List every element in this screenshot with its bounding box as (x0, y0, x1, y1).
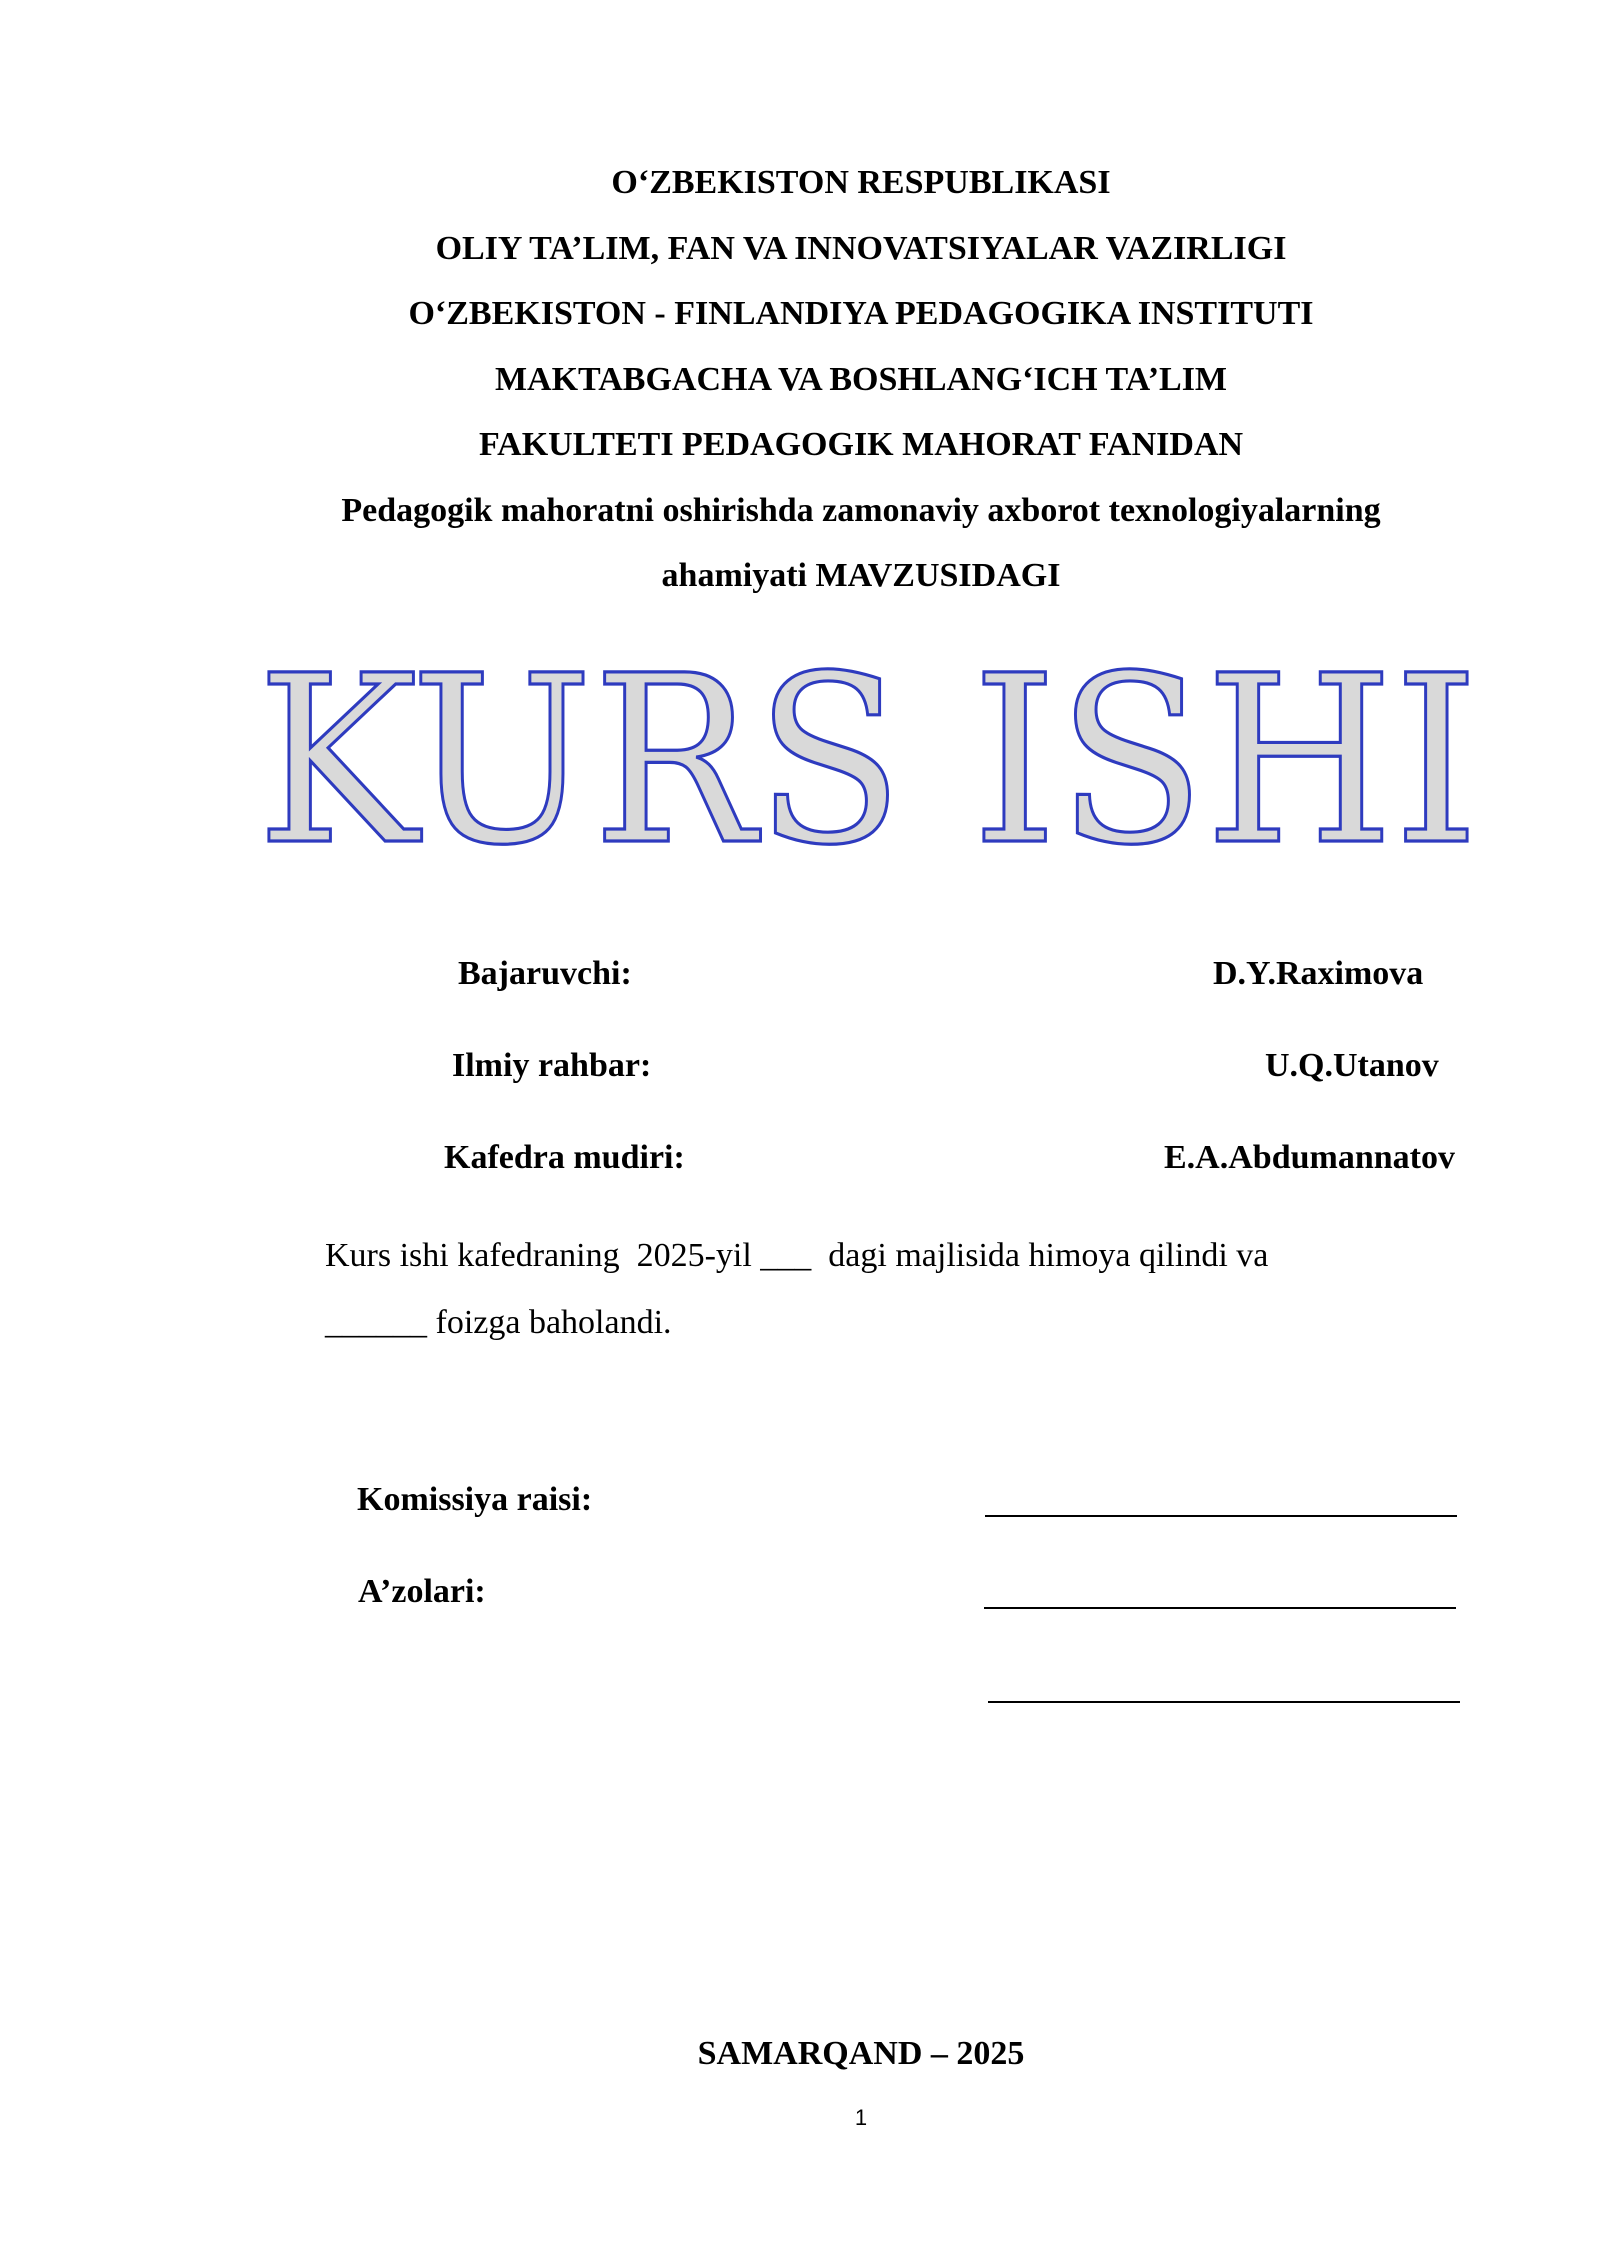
advisor-name: U.Q.Utanov (1265, 1047, 1439, 1084)
course-work-title-svg (248, 645, 1488, 855)
header-line-faculty: MAKTABGACHA VA BOSHLANG‘ICH TA’LIM (494, 360, 1228, 398)
header-line-topic-end: ahamiyati MAVZUSIDAGI (661, 557, 1061, 594)
executor-name: D.Y.Raximova (1213, 955, 1424, 992)
defense-line-1: Kurs ishi kafedraning 2025-yil ___ dagi majlisida himoya qilindi va (325, 1237, 1269, 1274)
header-line-institute: O‘ZBEKISTON - FINLANDIYA PEDAGOGIKA INSTITUTI (408, 295, 1314, 332)
defense-paragraph (325, 1222, 1445, 1356)
header-line-ministry: OLIY TA’LIM, FAN VA INNOVATSIYALAR VAZIRLIGI (435, 229, 1287, 267)
course-work-title (248, 645, 1488, 855)
commission-members-label: A’zolari: (358, 1573, 486, 1610)
executor-label: Bajaruvchi: (458, 955, 632, 992)
advisor-label: Ilmiy rahbar: (452, 1047, 652, 1084)
commission-chair-label: Komissiya raisi: (357, 1481, 593, 1518)
head-label: Kafedra mudiri: (444, 1139, 685, 1176)
defense-line-2: ______ foizga baholandi. (325, 1304, 672, 1341)
header-line-topic: Pedagogik mahoratni oshirishda zamonaviy axborot texnologiyalarning (341, 491, 1381, 529)
commission-member-signature-line-1 (984, 1607, 1456, 1609)
course-work-title-text: KURS ISHI (257, 645, 1479, 855)
commission-chair-signature-line (985, 1515, 1457, 1517)
header-line-subject: FAKULTETI PEDAGOGIK MAHORAT FANIDAN (478, 426, 1244, 463)
header-line-country: O‘ZBEKISTON RESPUBLIKASI (611, 164, 1111, 201)
head-name: E.A.Abdumannatov (1164, 1139, 1455, 1176)
city-year: SAMARQAND – 2025 (697, 2035, 1025, 2072)
document-header (0, 150, 1600, 609)
commission-member-signature-line-2 (988, 1701, 1460, 1703)
page-number: 1 (854, 2105, 868, 2130)
